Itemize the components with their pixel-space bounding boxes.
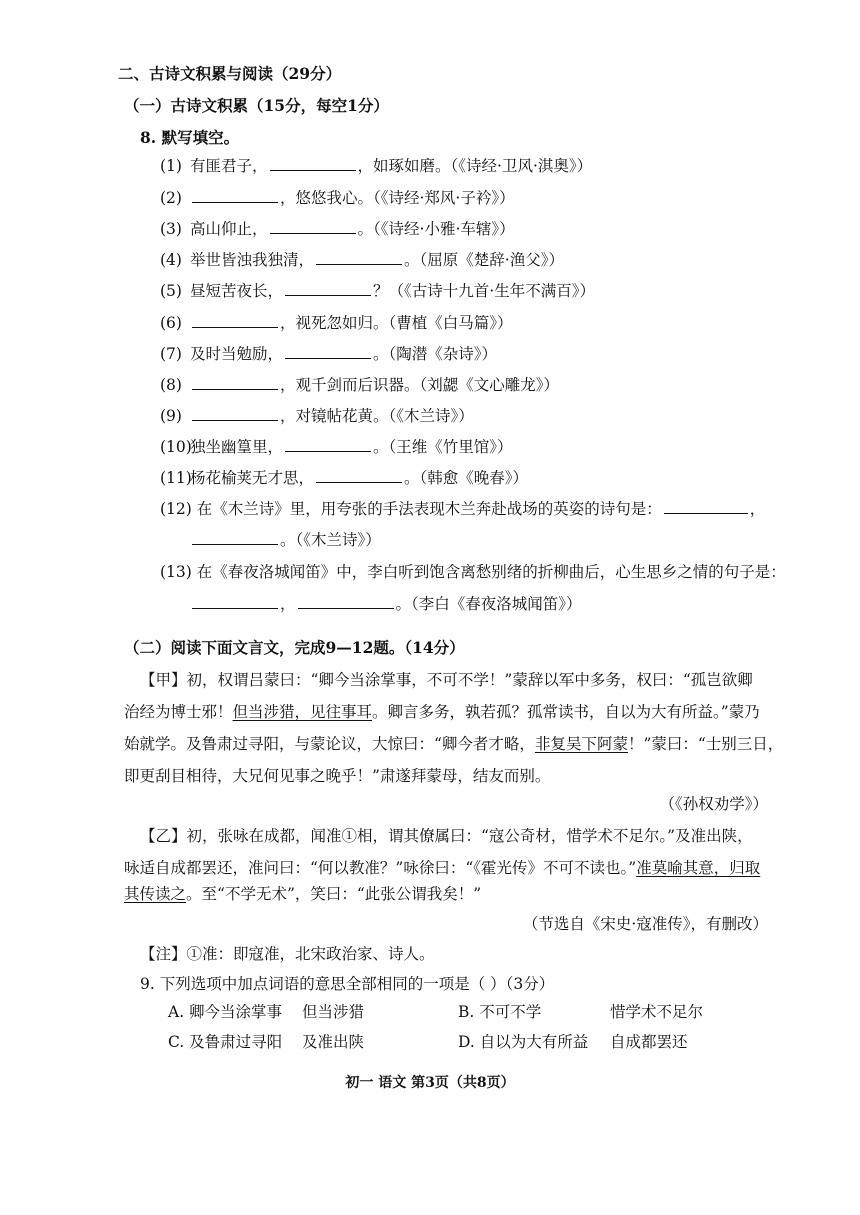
answer-blank[interactable] (298, 593, 394, 609)
question-9-stem: 9. 下列选项中加点词语的意思全部相同的一项是（ ）（3分） (140, 975, 555, 993)
fill-in-item: (5) 昼短苦夜长， ？（《古诗十九首·生年不满百》） (160, 282, 595, 300)
passage-yi-source: （节选自《宋史·寇准传》，有删改） (522, 915, 768, 933)
passage-jia-line1: 【甲】初，权谓吕蒙曰：“卿今当涂掌事，不可不学！”蒙辞以军中多务，权曰：“孤岂欲卿 (140, 671, 753, 689)
fill-in-item: (8) ，观千剑而后识器。（刘勰《文心雕龙》） (160, 376, 560, 394)
answer-blank[interactable] (270, 155, 356, 171)
passage-jia-source: （《孙权劝学》） (659, 795, 768, 813)
fill-in-item: (10)独坐幽篁里， 。（王维《竹里馆》） (160, 438, 513, 456)
underlined-sentence: 但当涉猎，见往事耳 (232, 703, 373, 721)
answer-blank[interactable] (192, 405, 278, 421)
fill-in-item: (3) 高山仰止， 。（《诗经·小雅·车辖》） (160, 220, 515, 238)
passage-yi-line3: 其传读之。至“不学无术”，笑曰：“此张公谓我矣！” (124, 885, 482, 903)
question-8-stem: 8. 默写填空。 (140, 128, 240, 147)
passage-jia-line2: 治经为博士邪！但当涉猎，见往事耳。卿言多务，孰若孤？孤常读书，自以为大有所益。”蒙乃 (124, 703, 760, 721)
answer-blank[interactable] (192, 374, 278, 390)
fill-in-item: (7) 及时当勉励， 。（陶潜《杂诗》） (160, 345, 498, 363)
option-d-second: 自成都罢还 (610, 1033, 688, 1051)
passage-yi-line1: 【乙】初，张咏在成都，闻准①相，谓其僚属曰：“寇公奇材，惜学术不足尔。”及准出陕， (140, 827, 753, 845)
fill-in-item-13-line2: ， 。（李白《春夜洛城闻笛》） (190, 593, 582, 614)
option-c[interactable]: C. 及鲁肃过寻阳 (168, 1033, 283, 1051)
fill-in-item-12: (12) 在《木兰诗》里，用夸张的手法表现木兰奔赴战场的英姿的诗句是： ， (160, 500, 766, 518)
option-a-second: 但当涉猎 (302, 1003, 365, 1021)
part1-title: （一）古诗文积累（15分，每空1分） (124, 96, 389, 115)
passage-yi-line2: 咏适自成都罢还，准问曰：“何以教准？”咏徐曰：“《霍光传》不可不读也。”准莫喻其意，归取 (124, 859, 761, 877)
fill-in-item: (6) ，视死忽如归。（曹植《白马篇》） (160, 314, 513, 332)
fill-in-item-12-line2: 。（《木兰诗》） (190, 529, 381, 550)
answer-blank[interactable] (664, 498, 748, 514)
passage-jia-line4: 即更刮目相待，大兄何见事之晚乎！”肃遂拜蒙母，结友而别。 (124, 767, 551, 785)
underlined-sentence: 其传读之 (124, 885, 187, 903)
page-footer: 初一 语文 第3页（共8页） (345, 1075, 515, 1091)
answer-blank[interactable] (316, 249, 402, 265)
option-b[interactable]: B. 不可不学 (458, 1003, 542, 1021)
option-d[interactable]: D. 自以为大有所益 (458, 1033, 589, 1051)
answer-blank[interactable] (192, 593, 278, 609)
answer-blank[interactable] (285, 280, 371, 296)
fill-in-item: (2) ，悠悠我心。（《诗经·郑风·子衿》） (160, 189, 515, 207)
part2-title: （二）阅读下面文言文，完成9—12题。（14分） (124, 638, 465, 657)
answer-blank[interactable] (192, 312, 278, 328)
answer-blank[interactable] (192, 529, 278, 545)
fill-in-item: (9) ，对镜帖花黄。（《木兰诗》） (160, 407, 474, 425)
option-b-second: 惜学术不足尔 (610, 1003, 704, 1021)
answer-blank[interactable] (285, 436, 371, 452)
fill-in-item: (4) 举世皆浊我独清， 。（屈原《楚辞·渔父》） (160, 251, 564, 269)
answer-blank[interactable] (285, 343, 371, 359)
answer-blank[interactable] (270, 218, 356, 234)
fill-in-item: (1) 有匪君子， ，如琢如磨。（《诗经·卫风·淇奥》） (160, 157, 593, 175)
fill-in-item-13: (13) 在《春夜洛城闻笛》中，李白听到饱含离愁别绪的折柳曲后，心生思乡之情的句子是： (160, 563, 786, 581)
answer-blank[interactable] (192, 187, 278, 203)
answer-blank[interactable] (316, 467, 402, 483)
option-a[interactable]: A. 卿今当涂掌事 (168, 1003, 283, 1021)
passage-jia-line3: 始就学。及鲁肃过寻阳，与蒙论议，大惊曰：“卿今者才略，非复吴下阿蒙！”蒙曰：“士别三日， (124, 735, 784, 753)
underlined-sentence: 非复吴下阿蒙 (534, 735, 628, 753)
option-c-second: 及准出陕 (302, 1033, 365, 1051)
annotation-note: 【注】①准：即寇准，北宋政治家、诗人。 (140, 945, 435, 963)
fill-in-item: (11)杨花榆荚无才思， 。（韩愈《晚春》） (160, 469, 529, 487)
underlined-sentence: 准莫喻其意，归取 (636, 859, 761, 877)
section-title: 二、古诗文积累与阅读（29分） (118, 64, 342, 83)
